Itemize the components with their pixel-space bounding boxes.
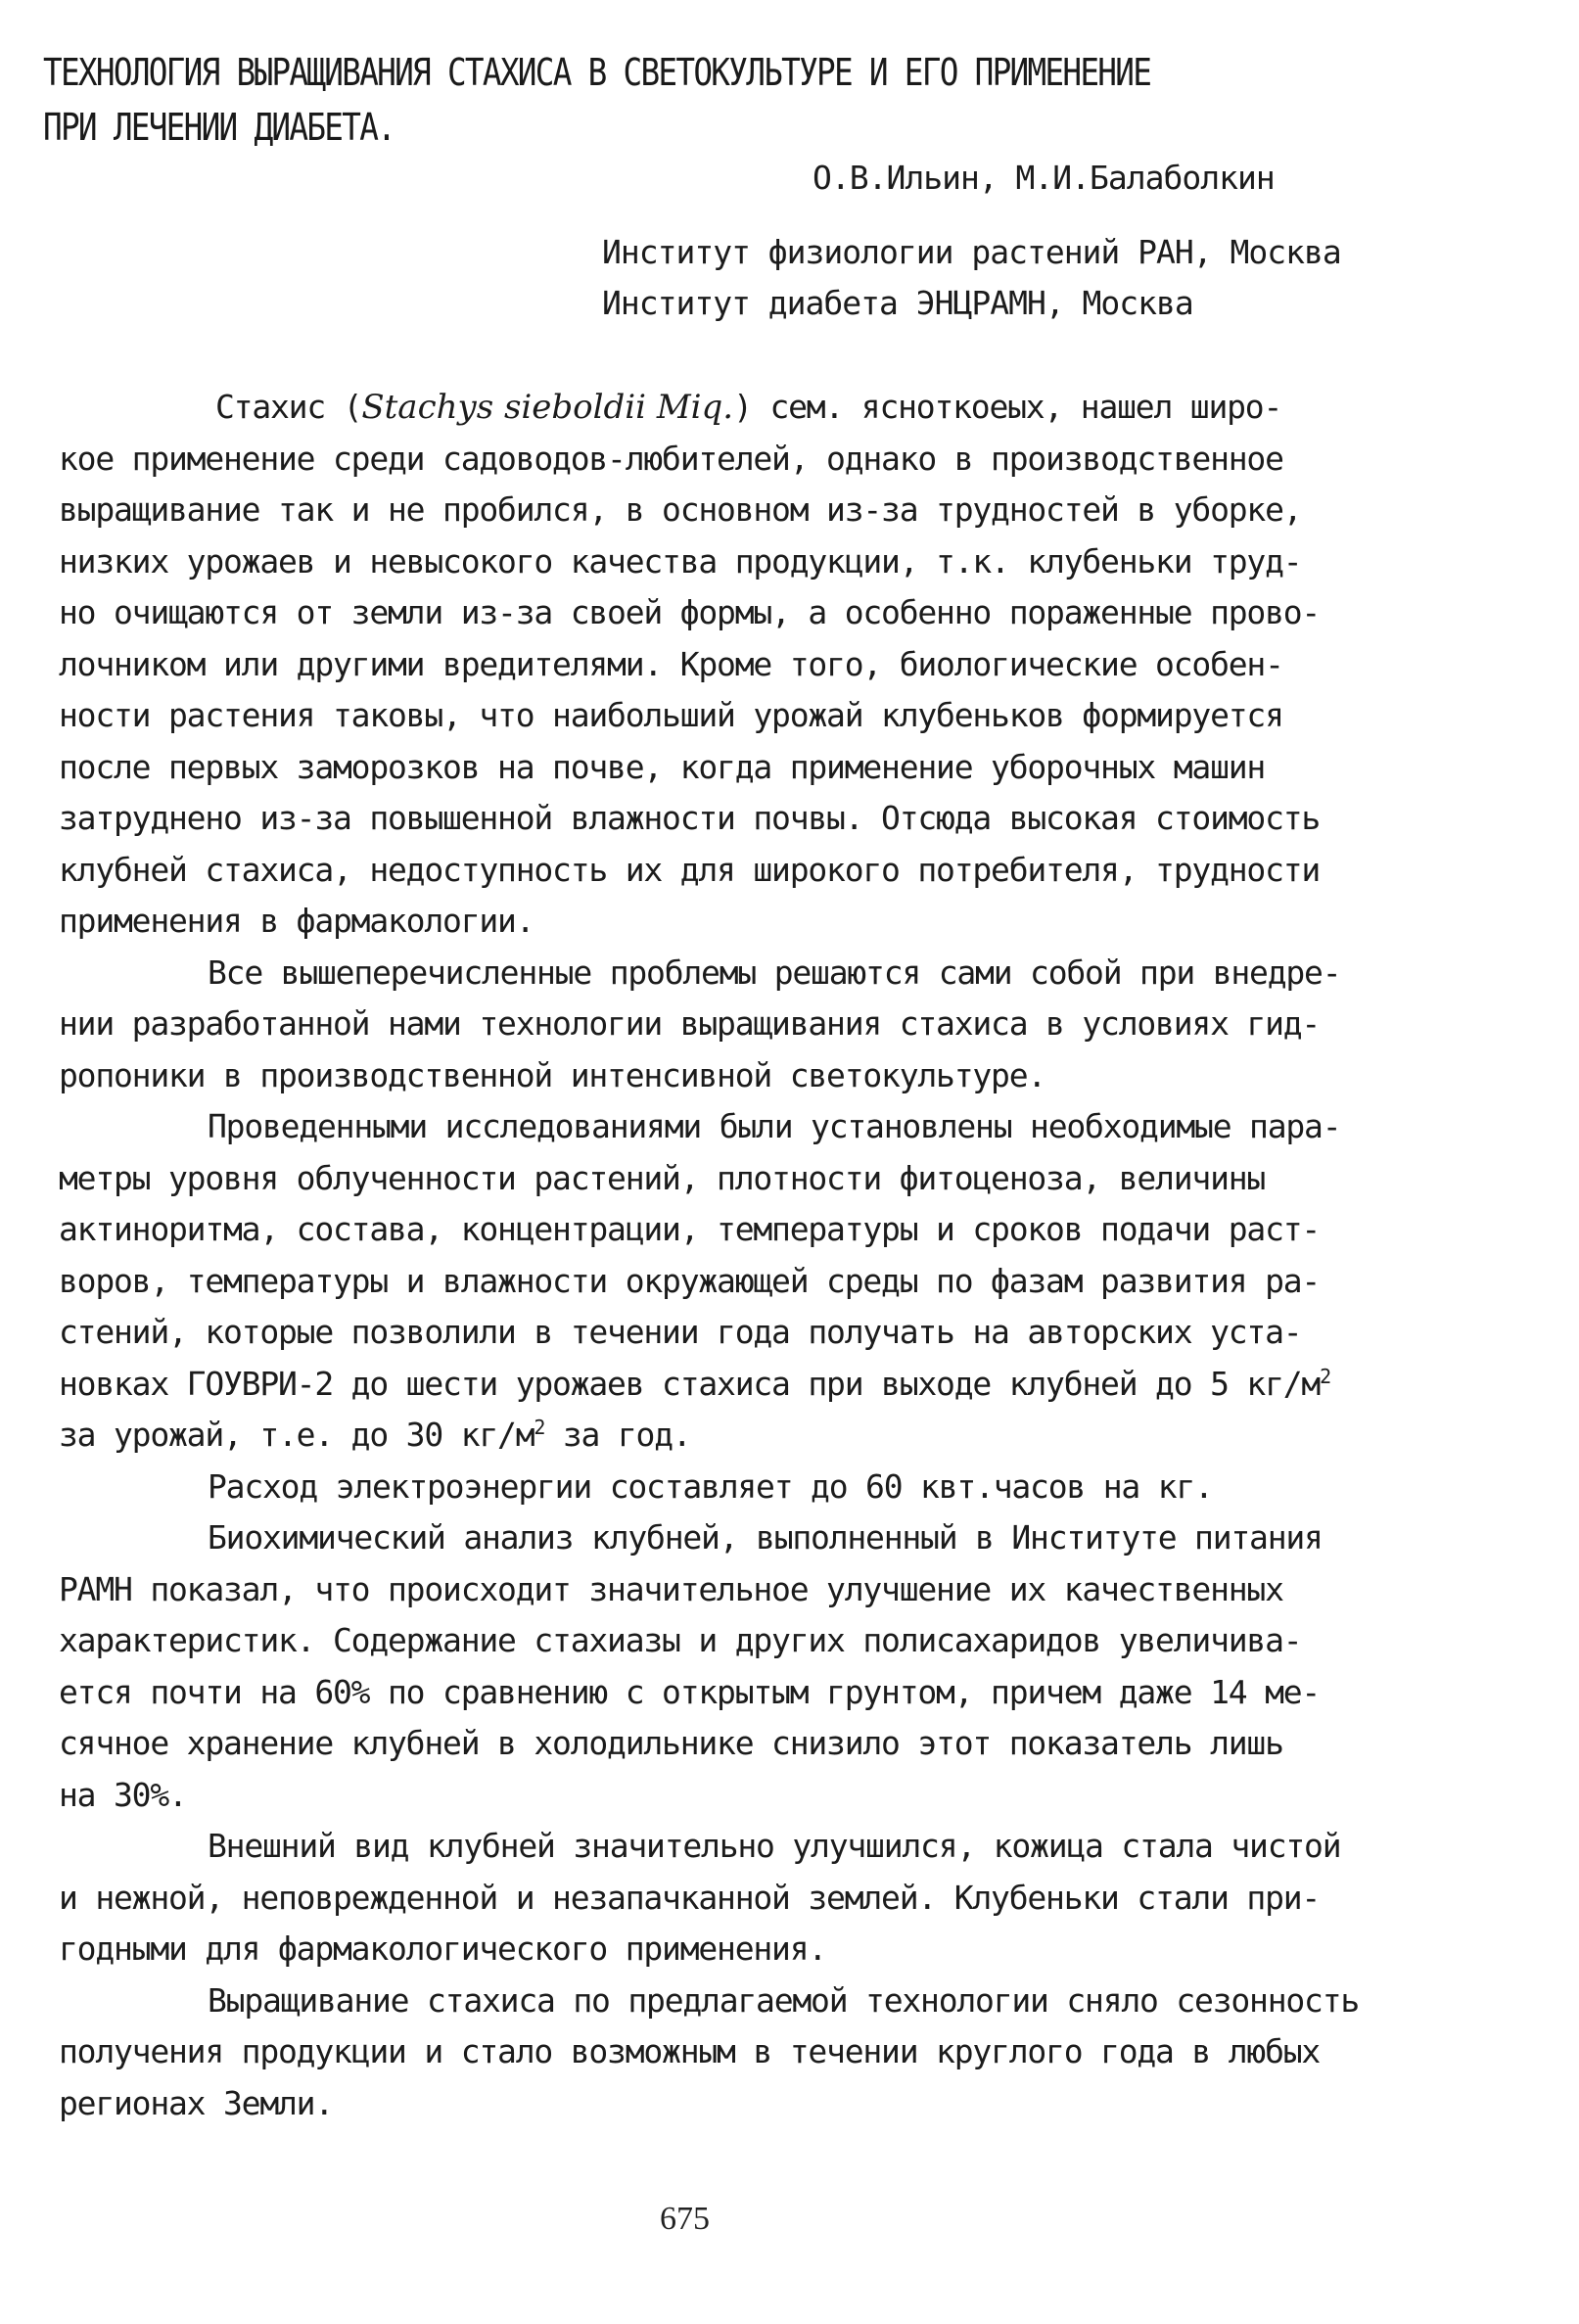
text-line: Все вышеперечисленные проблемы решаются сами собой при внедре- [208, 953, 1341, 992]
text-line: затруднено из-за повышенной влажности почвы. Отсюда высокая стоимость [59, 799, 1321, 837]
text-line: РАМН показал, что происходит значительное улучшение их качественных [59, 1569, 1283, 1608]
text-line: нии разработанной нами технологии выращивания стахиса в условиях гид- [59, 1004, 1321, 1043]
text-line: на 30%. [59, 1775, 187, 1814]
text-line: Расход электроэнергии составляет до 60 квт.часов на кг. [208, 1466, 1213, 1506]
page-number: 675 [660, 2201, 710, 2237]
text-line: регионах Земли. [59, 2083, 334, 2122]
superscript: 2 [1320, 1364, 1330, 1388]
authors: О.В.Ильин, М.И.Балаболкин [813, 159, 1275, 197]
text-line: Выращивание стахиса по предлагаемой технологии сняло сезонность [208, 1980, 1360, 2020]
text-line: но очищаются от земли из-за своей формы, а особенно пораженные прово- [59, 593, 1321, 631]
text-line: стений, которые позволили в течении года получать на авторских уста- [59, 1313, 1302, 1351]
text-line: клубней стахиса, недоступность их для широкого потребителя, трудности [59, 850, 1321, 889]
text-line: сячное хранение клубней в холодильнике снизило этот показатель лишь [59, 1724, 1283, 1762]
text-line: низких урожаев и невысокого качества продукции, т.к. клубеньки труд- [59, 541, 1302, 581]
text-line: ется почти на 60% по сравнению с открытым грунтом, причем даже 14 ме- [59, 1672, 1321, 1711]
affiliations [602, 227, 1341, 329]
text-line: Биохимический анализ клубней, выполненный в Институте питания [208, 1518, 1323, 1557]
affiliation-line: Институт диабета ЭНЦРАМН, Москва [602, 284, 1193, 322]
text-line: применения в фармакологии. [59, 902, 534, 940]
text-line [59, 1359, 1508, 1411]
affiliation-line: Институт физиологии растений РАН, Москва [602, 233, 1341, 271]
text-line: и нежной, неповрежденной и незапачканной землей. Клубеньки стали при- [59, 1878, 1321, 1917]
superscript: 2 [534, 1416, 545, 1439]
latin-name: Stachys sieboldii Miq. [361, 388, 734, 427]
text-line: ропоники в производственной интенсивной светокультуре. [59, 1055, 1046, 1094]
text-line: годными для фармакологического применения. [59, 1929, 827, 1968]
text-line: Внешний вид клубней значительно улучшился, кожица стала чистой [208, 1827, 1341, 1865]
text-fragment: Стахис ( [215, 388, 362, 426]
text-line: получения продукции и стало возможным в течении круглого года в любых [59, 2032, 1321, 2070]
text-fragment: за урожай, т.е. до 30 кг/м [59, 1416, 534, 1454]
text-fragment: новках ГОУВРИ-2 до шести урожаев стахиса при выходе клубней до 5 кг/м [59, 1364, 1321, 1403]
text-line [59, 1410, 1508, 1462]
title-line: ПРИ ЛЕЧЕНИИ ДИАБЕТА. [43, 106, 395, 149]
text-fragment: ) сем. ясноткоеых, нашел широ- [733, 388, 1282, 426]
text-line: ности растения таковы, что наибольший урожай клубеньков формируется [59, 696, 1283, 734]
body-text [59, 382, 1508, 2129]
text-line: лочником или другими вредителями. Кроме того, биологические особен- [59, 644, 1283, 683]
text-line: актиноритма, состава, концентрации, температуры и сроков подачи раст- [59, 1210, 1321, 1248]
text-line: Проведенными исследованиями были установлены необходимые пара- [208, 1107, 1341, 1145]
text-line: воров, температуры и влажности окружающей среды по фазам развития ра- [59, 1261, 1321, 1300]
text-line: кое применение среди садоводов-любителей, однако в производственное [59, 439, 1283, 478]
document-title [43, 45, 1306, 155]
text-line: после первых заморозков на почве, когда применение уборочных машин [59, 747, 1266, 786]
text-fragment: за год. [544, 1416, 691, 1454]
text-line: характеристик. Содержание стахиазы и других полисахаридов увеличива- [59, 1621, 1302, 1659]
text-line: метры уровня облученности растений, плотности фитоценоза, величины [59, 1158, 1266, 1197]
text-line: выращивание так и не пробился, в основном из-за трудностей в уборке, [59, 490, 1302, 529]
text-line [59, 382, 1508, 434]
title-line: ТЕХНОЛОГИЯ ВЫРАЩИВАНИЯ СТАХИСА В СВЕТОКУЛЬТУРЕ И ЕГО ПРИМЕНЕНИЕ [43, 51, 1151, 94]
